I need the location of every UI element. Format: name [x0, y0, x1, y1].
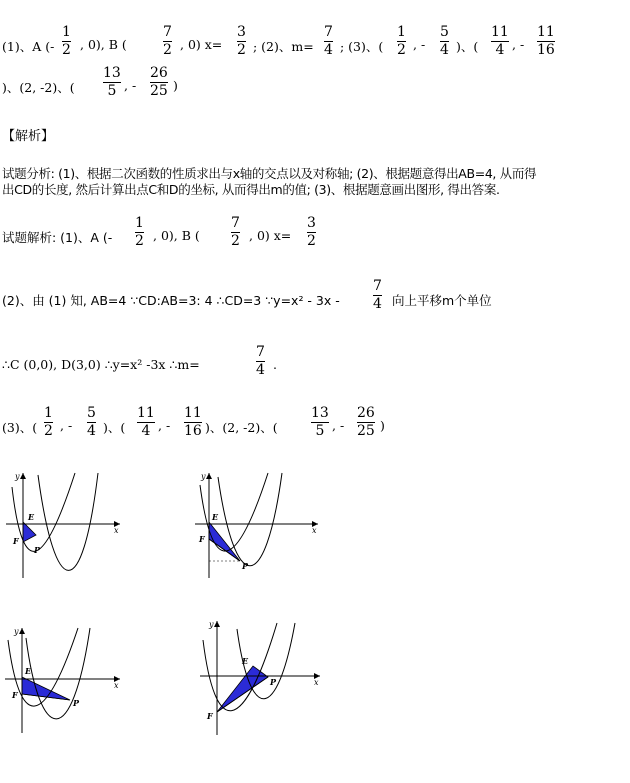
parabola-shifted: [26, 628, 90, 719]
solution-text: , -: [60, 418, 73, 433]
fraction: 26 25: [150, 65, 168, 99]
parabola-graph-3: [0, 620, 130, 735]
solution-text: , 0), B (: [153, 228, 200, 243]
point-p-label: P: [270, 677, 277, 687]
y-arrow-icon: [206, 473, 212, 479]
point-p-label: P: [34, 545, 41, 555]
y-axis-label: y: [201, 472, 206, 481]
y-axis-label: y: [15, 472, 20, 481]
point-p-label: P: [73, 698, 80, 708]
answer-text: ; (2)、m=: [253, 39, 314, 54]
answer-text: ): [173, 78, 178, 93]
answer-text: , -: [413, 37, 426, 52]
y-arrow-icon: [214, 621, 220, 627]
parabola-graph-2: [190, 465, 325, 580]
solution-text: ): [380, 418, 385, 433]
x-axis-label: x: [314, 678, 319, 687]
x-axis-label: x: [312, 526, 317, 535]
parabola-graph-4: [195, 615, 330, 740]
fraction: 13 5: [311, 405, 329, 439]
analysis-text: 出CD的长度, 然后计算出点C和D的坐标, 从而得出m的值; (3)、根据题意画出图形, 得出答案.: [2, 182, 500, 197]
solution-text: 试题解析: (1)、A (-: [2, 230, 113, 245]
solution-text: )、(2, -2)、(: [205, 420, 278, 435]
fraction: 1 2: [135, 215, 144, 249]
fraction: 11 16: [184, 405, 202, 439]
answer-text: , -: [124, 78, 137, 93]
parabola-shifted: [38, 473, 98, 570]
point-f-label: F: [199, 534, 205, 544]
y-axis-label: y: [14, 627, 19, 636]
point-f-label: F: [12, 690, 18, 700]
fraction: 3 2: [307, 215, 316, 249]
y-arrow-icon: [20, 473, 26, 479]
shaded-triangle: [23, 522, 36, 542]
solution-text: , 0) x=: [249, 228, 292, 243]
point-f-label: F: [207, 711, 213, 721]
solution-text: , -: [332, 418, 345, 433]
solution-text: (3)、(: [2, 420, 38, 435]
fraction: 5 4: [87, 405, 96, 439]
fraction: 3 2: [237, 24, 246, 58]
shaded-triangle: [217, 666, 268, 712]
fraction: 1 2: [397, 24, 406, 58]
answer-text: , 0) x=: [180, 37, 223, 52]
solution-text: 向上平移m个单位: [392, 293, 492, 308]
solution-text: )、(: [103, 420, 126, 435]
analysis-title: 【解析】: [2, 129, 55, 144]
point-p-label: P: [242, 561, 249, 571]
y-arrow-icon: [19, 628, 25, 634]
y-axis-label: y: [209, 620, 214, 629]
fraction: 7 2: [163, 24, 172, 58]
x-axis-label: x: [114, 526, 119, 535]
fraction: 7 4: [373, 278, 382, 312]
solution-text: .: [273, 357, 277, 372]
point-f-label: F: [13, 536, 19, 546]
fraction: 7 4: [324, 24, 333, 58]
fraction: 11 16: [537, 24, 555, 58]
solution-text: , -: [158, 418, 171, 433]
fraction: 7 4: [256, 344, 265, 378]
answer-text: , 0), B (: [80, 37, 127, 52]
answer-text: , -: [512, 37, 525, 52]
fraction: 1 2: [44, 405, 53, 439]
answer-text: ; (3)、(: [340, 39, 384, 54]
fraction: 13 5: [103, 65, 121, 99]
fraction: 11 4: [137, 405, 155, 439]
parabola-original: [203, 623, 277, 711]
fraction: 11 4: [491, 24, 509, 58]
fraction: 26 25: [357, 405, 375, 439]
point-e-label: E: [25, 666, 32, 676]
point-e-label: E: [242, 656, 249, 666]
solution-text: ∴C (0,0), D(3,0) ∴y=x² -3x ∴m=: [2, 357, 200, 372]
parabola-graph-1: [0, 465, 130, 580]
answer-text: )、(2, -2)、(: [2, 80, 75, 95]
fraction: 5 4: [440, 24, 449, 58]
answer-text: (1)、A (-: [2, 39, 55, 54]
analysis-text: 试题分析: (1)、根据二次函数的性质求出与x轴的交点以及对称轴; (2)、根据题意得出AB=4, 从而得: [2, 166, 537, 181]
point-e-label: E: [28, 512, 35, 522]
fraction: 1 2: [62, 24, 71, 58]
point-e-label: E: [212, 512, 219, 522]
fraction: 7 2: [231, 215, 240, 249]
shaded-triangle: [22, 677, 70, 700]
x-axis-label: x: [114, 681, 119, 690]
solution-text: (2)、由 (1) 知, AB=4 ∵CD:AB=3: 4 ∴CD=3 ∵y=x² - 3x -: [2, 293, 340, 308]
answer-text: )、(: [456, 39, 479, 54]
